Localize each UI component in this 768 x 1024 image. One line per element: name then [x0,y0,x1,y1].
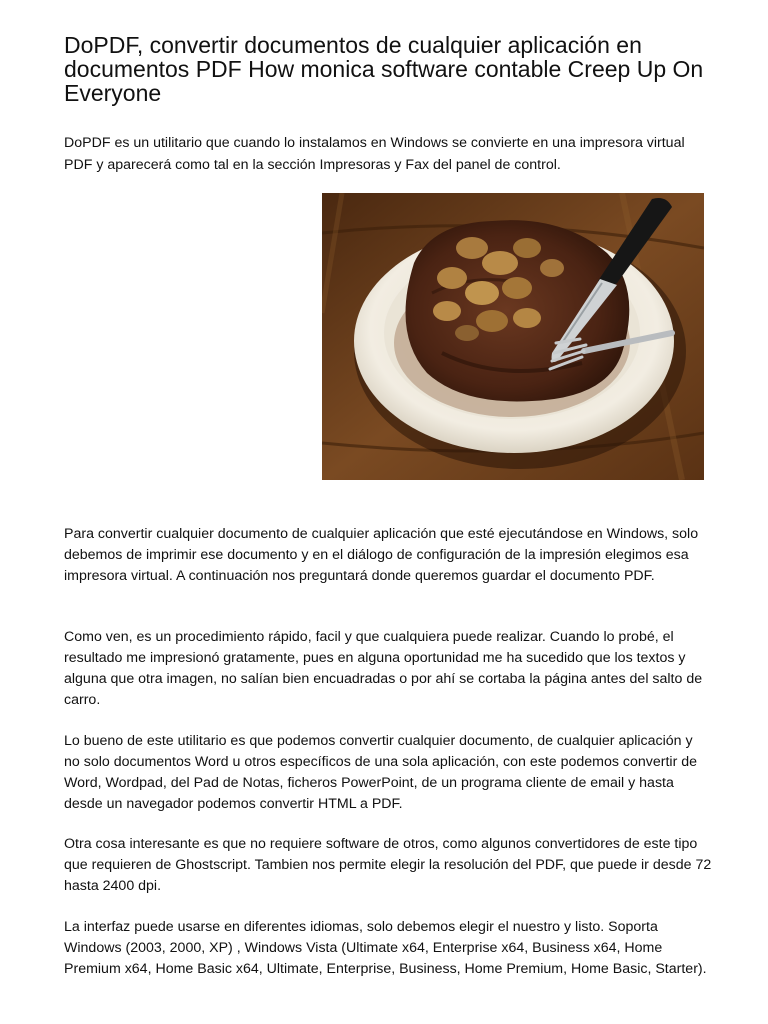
body-paragraph: Otra cosa interesante es que no requiere software de otros, como algunos convertidores de este tipo que requieren de Ghostscript. Tambien nos permite elegir la resolución del PDF, que puede ir desde 72 hasta 2400 dpi. [64,836,712,894]
steak-plate-photo [322,193,704,480]
document-title: DoPDF, convertir documentos de cualquier aplicación en documentos PDF How monica software contable Creep Up On Everyone [64,32,704,106]
body-paragraph: Como ven, es un procedimiento rápido, facil y que cualquiera puede realizar. Cuando lo probé, el resultado me impresionó gratamente, pues en alguna oportunidad me ha sucedido que los textos y alguna que otra imagen, no salían bien encuadradas o por ahí se cortaba la página antes del salto de carro. [64,629,703,708]
body-paragraph: Lo bueno de este utilitario es que podemos convertir cualquier documento, de cualquier aplicación y no solo documentos Word u otros específicos de una sola aplicación, con este podemos convertir de Word, Wordpad, del Pad de Notas, ficheros PowerPoint, de un programa cliente de email y hasta desde un navegador podemos convertir HTML a PDF. [64,733,698,812]
intro-paragraph: DoPDF es un utilitario que cuando lo instalamos en Windows se convierte en una impresora virtual PDF y aparecerá como tal en la sección Impresoras y Fax del panel de control. [64,135,685,173]
body-paragraph: Para convertir cualquier documento de cualquier aplicación que esté ejecutándose en Windows, solo debemos de imprimir ese documento y en el diálogo de configuración de la impresión elegimos esa impresora virtual. A continuación nos preguntará donde queremos guardar el documento PDF. [64,526,699,584]
body-paragraph: La interfaz puede usarse en diferentes idiomas, solo debemos elegir el nuestro y listo. Soporta Windows (2003, 2000, XP) , Windows Vista (Ultimate x64, Enterprise x64, Business x64, Home Premium x64, Home Basic x64, Ultimate, Enterprise, Business, Home Premium, Home Basic, Starter). [64,919,707,977]
